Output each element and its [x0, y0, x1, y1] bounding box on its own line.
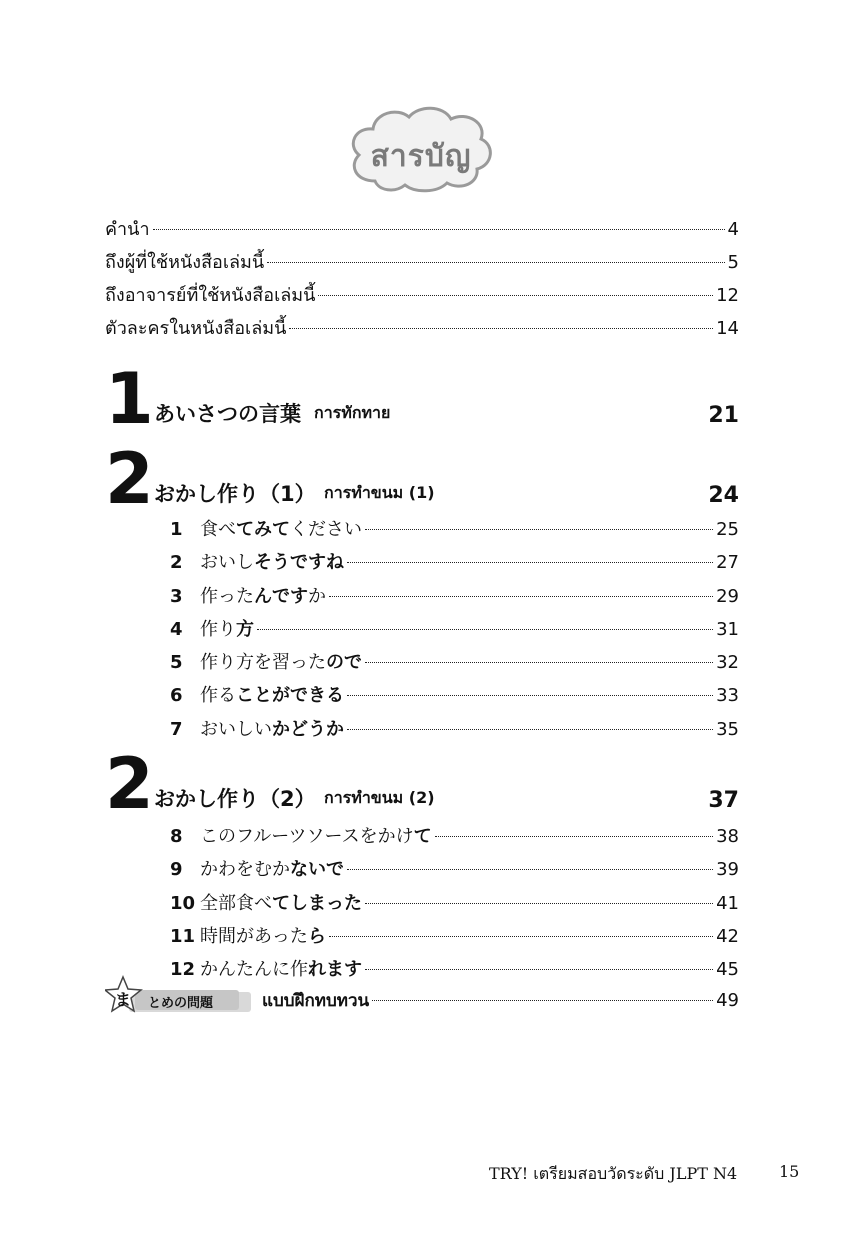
lesson-2[interactable]: [170, 548, 739, 581]
chapter-page: 37: [708, 788, 739, 813]
lesson-title: 作り方: [200, 618, 254, 640]
lesson-title: かんたんに作れます: [200, 959, 362, 981]
chapter-number: 2: [105, 743, 152, 825]
lesson-page: 45: [716, 959, 739, 981]
lesson-4[interactable]: [170, 615, 739, 648]
lesson-7[interactable]: [170, 715, 739, 748]
review-badge-ma: ま: [115, 990, 132, 1009]
lesson-10[interactable]: [170, 889, 739, 922]
title-cloud: [345, 103, 497, 195]
lesson-page: 27: [716, 552, 739, 574]
chapter-title-jp: おかし作り（1）: [154, 482, 316, 506]
footer-page-number: 15: [779, 1162, 800, 1181]
lesson-number: 4: [170, 618, 183, 640]
dot-leader: [365, 529, 713, 530]
toc-entry-page: 14: [716, 318, 739, 339]
lesson-title: 作ることができる: [200, 685, 344, 707]
lesson-page: 42: [716, 925, 739, 947]
lesson-title: 食べてみてください: [200, 519, 362, 540]
lesson-number: 7: [170, 718, 183, 740]
chapter-2-part2-heading[interactable]: [105, 743, 739, 825]
toc-entry-page: 4: [727, 219, 739, 240]
lesson-6[interactable]: [170, 681, 739, 714]
lesson-title: 作ったんですか: [200, 585, 326, 607]
chapter-page: 21: [708, 403, 739, 428]
toc-entry-to-readers[interactable]: [105, 246, 739, 279]
chapter-page: 24: [708, 483, 739, 508]
lesson-number: 2: [170, 552, 183, 574]
chapter-title-jp: あいさつの言葉: [154, 402, 301, 426]
dot-leader: [365, 969, 713, 970]
lesson-title: かわをむかないで: [200, 859, 344, 881]
dot-leader: [347, 562, 713, 563]
dot-leader: [153, 229, 725, 230]
lesson-number: 5: [170, 652, 183, 674]
lesson-page: 29: [716, 585, 739, 607]
lesson-page: 41: [716, 892, 739, 914]
lesson-title: 全部食べてしまった: [200, 892, 362, 914]
chapter-2-part1-heading[interactable]: [105, 438, 739, 520]
lesson-title: 作り方を習ったので: [200, 652, 362, 674]
chapter-title-th: การทักทาย: [314, 403, 391, 422]
dot-leader: [289, 328, 713, 329]
dot-leader: [257, 629, 713, 630]
lesson-number: 11: [170, 925, 196, 947]
lesson-page: 25: [716, 519, 739, 540]
toc-entry-preface[interactable]: [105, 213, 739, 246]
review-page: 49: [716, 990, 739, 1011]
dot-leader: [329, 936, 713, 937]
chapter-title-th: การทำขนม (1): [324, 483, 435, 502]
lesson-number: 6: [170, 685, 183, 707]
lesson-title: このフルーツソースをかけて: [200, 826, 432, 847]
front-matter-list: [105, 213, 739, 345]
footer-book-title: TRY! เตรียมสอบวัดระดับ JLPT N4: [489, 1164, 738, 1183]
lesson-number: 8: [170, 826, 183, 847]
toc-entry-label: ถึงอาจารย์ที่ใช้หนังสือเล่มนี้: [105, 285, 316, 306]
dot-leader: [347, 729, 713, 730]
chapter-2-part2-lessons: [170, 822, 739, 988]
chapter-title-jp: おかし作り（2）: [154, 787, 316, 811]
lesson-title: 時間があったら: [200, 925, 326, 947]
dot-leader: [435, 836, 713, 837]
lesson-number: 1: [170, 519, 183, 540]
dot-leader: [347, 869, 713, 870]
lesson-3[interactable]: [170, 582, 739, 615]
chapter-2-part1-lessons: [170, 515, 739, 748]
lesson-page: 32: [716, 652, 739, 674]
lesson-page: 33: [716, 685, 739, 707]
review-label: แบบฝึกทบทวน: [262, 991, 370, 1011]
toc-entry-label: คำนำ: [105, 219, 150, 240]
page-footer: [489, 1162, 800, 1187]
review-badge-text: とめの問題: [148, 996, 214, 1011]
dot-leader: [318, 295, 713, 296]
lesson-number: 3: [170, 585, 183, 607]
chapter-title-th: การทำขนม (2): [324, 788, 435, 807]
dot-leader: [365, 662, 713, 663]
dot-leader: [365, 903, 713, 904]
lesson-page: 35: [716, 718, 739, 740]
chapter-number: 1: [105, 358, 152, 440]
lesson-8[interactable]: [170, 822, 739, 855]
lesson-9[interactable]: [170, 855, 739, 888]
toc-entry-label: ตัวละครในหนังสือเล่มนี้: [105, 318, 287, 339]
dot-leader: [267, 262, 724, 263]
page-title: สารบัญ: [370, 139, 472, 174]
toc-entry-page: 5: [727, 252, 739, 273]
review-entry[interactable]: [105, 975, 739, 1019]
lesson-title: おいしいかどうか: [200, 718, 344, 740]
toc-entry-label: ถึงผู้ที่ใช้หนังสือเล่มนี้: [105, 252, 265, 273]
lesson-title: おいしそうですね: [200, 552, 344, 574]
toc-entry-characters[interactable]: [105, 312, 739, 345]
toc-entry-to-teachers[interactable]: [105, 279, 739, 312]
chapter-number: 2: [105, 438, 152, 520]
lesson-number: 10: [170, 892, 196, 914]
chapter-1-heading[interactable]: [105, 358, 739, 440]
lesson-page: 31: [716, 618, 739, 640]
lesson-number: 12: [170, 959, 196, 981]
review-row: [262, 987, 739, 1014]
lesson-number: 9: [170, 859, 183, 881]
lesson-5[interactable]: [170, 648, 739, 681]
lesson-page: 39: [716, 859, 739, 881]
lesson-page: 38: [716, 826, 739, 847]
dot-leader: [372, 1000, 713, 1001]
toc-entry-page: 12: [716, 285, 739, 306]
dot-leader: [329, 596, 713, 597]
lesson-11[interactable]: [170, 922, 739, 955]
dot-leader: [347, 695, 713, 696]
lesson-1[interactable]: [170, 515, 739, 548]
